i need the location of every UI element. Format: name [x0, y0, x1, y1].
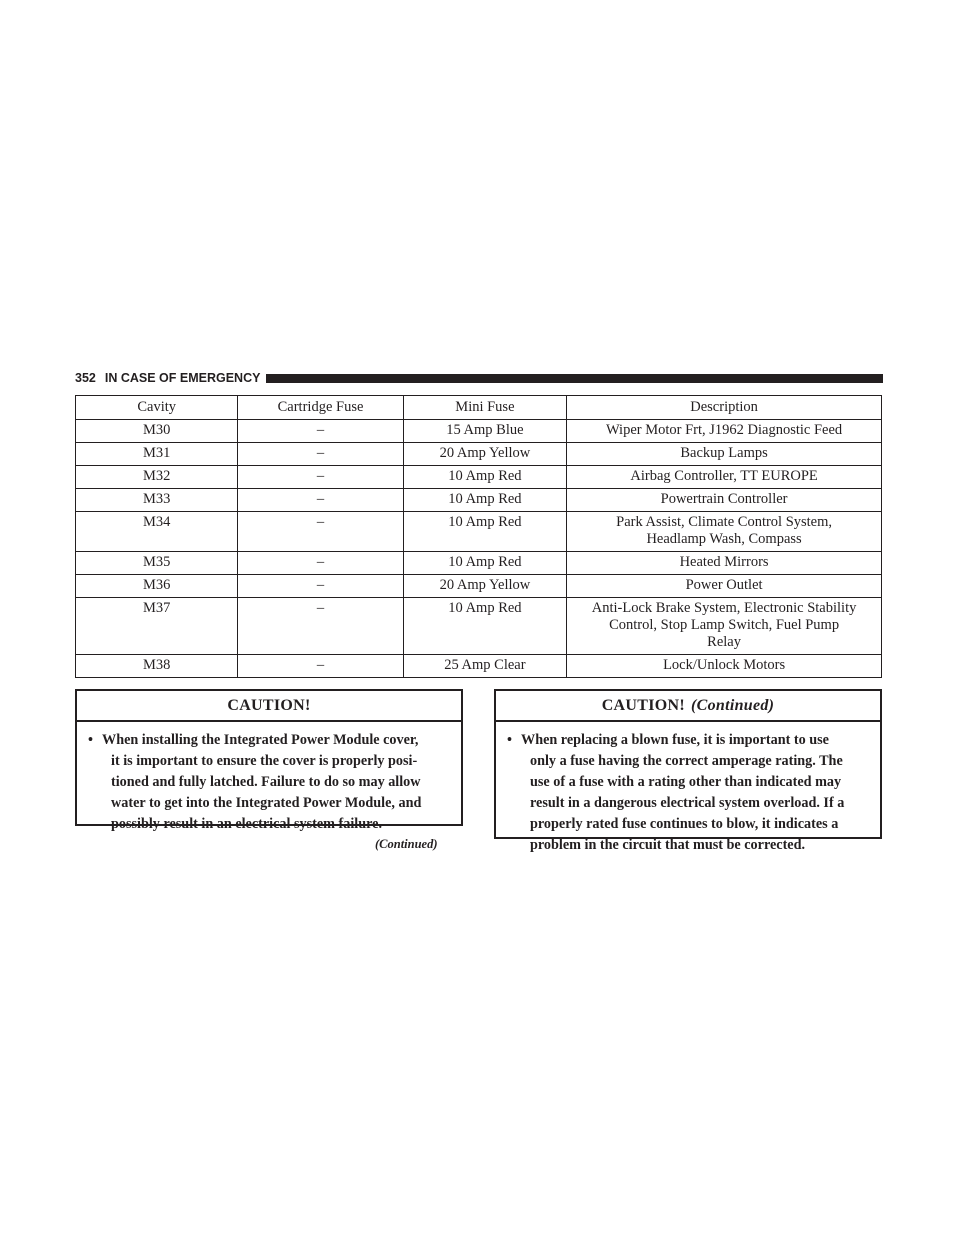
caution-line	[504, 793, 872, 814]
description-line: Airbag Controller, TT EUROPE	[630, 468, 818, 484]
cavity-cell: M38	[76, 655, 238, 678]
description-line: Control, Stop Lamp Switch, Fuel Pump	[609, 617, 840, 633]
column-header-cartridge-fuse: Cartridge Fuse	[238, 396, 403, 420]
table-row	[76, 420, 882, 443]
mini-fuse-cell: 25 Amp Clear	[403, 655, 567, 678]
fuse-table	[75, 395, 882, 678]
description-line: Backup Lamps	[680, 445, 768, 461]
description-line: Relay	[707, 634, 741, 650]
description-line: Power Outlet	[685, 577, 763, 593]
cartridge-fuse-cell: –	[238, 443, 403, 466]
caution-line-text: properly rated fuse continues to blow, it indicates a	[530, 816, 839, 832]
caution-line	[85, 730, 453, 751]
mini-fuse-cell: 20 Amp Yellow	[403, 575, 567, 598]
table-row	[76, 598, 882, 655]
cavity-cell: M32	[76, 466, 238, 489]
description-cell	[567, 575, 882, 598]
caution-line-text: tioned and fully latched. Failure to do so may allow	[111, 774, 421, 790]
description-cell	[567, 420, 882, 443]
description-line: Wiper Motor Frt, J1962 Diagnostic Feed	[605, 422, 843, 438]
caution-line	[504, 772, 872, 793]
description-cell	[567, 552, 882, 575]
caution-line	[85, 772, 453, 793]
mini-fuse-cell: 10 Amp Red	[403, 512, 567, 552]
caution-line	[85, 814, 453, 835]
cartridge-fuse-cell: –	[238, 420, 403, 443]
description-line: Park Assist, Climate Control System,	[616, 514, 833, 530]
caution-body	[77, 722, 461, 835]
cavity-cell: M34	[76, 512, 238, 552]
caution-line	[85, 751, 453, 772]
caution-line-text: When installing the Integrated Power Module cover,	[102, 732, 419, 748]
cartridge-fuse-cell: –	[238, 655, 403, 678]
description-line: Heated Mirrors	[679, 554, 769, 570]
description-line: Powertrain Controller	[660, 491, 788, 507]
table-row	[76, 655, 882, 678]
caution-line-text: When replacing a blown fuse, it is important to use	[521, 732, 829, 748]
page-number: 352	[75, 371, 96, 385]
description-cell	[567, 443, 882, 466]
caution-title-text: CAUTION!	[601, 697, 685, 714]
table-row	[76, 443, 882, 466]
table-row	[76, 552, 882, 575]
description-line: Lock/Unlock Motors	[663, 657, 786, 673]
continued-note: (Continued)	[375, 837, 438, 851]
caution-line-text: only a fuse having the correct amperage rating. The	[530, 753, 843, 769]
column-header-cavity: Cavity	[76, 396, 238, 420]
caution-line	[85, 793, 453, 814]
mini-fuse-cell: 15 Amp Blue	[403, 420, 567, 443]
bullet-icon: •	[507, 732, 512, 748]
caution-line-text: problem in the circuit that must be corrected.	[530, 837, 806, 853]
mini-fuse-cell: 20 Amp Yellow	[403, 443, 567, 466]
caution-line-text: possibly result in an electrical system failure.	[111, 816, 382, 832]
cavity-cell: M33	[76, 489, 238, 512]
cavity-cell: M31	[76, 443, 238, 466]
table-row	[76, 489, 882, 512]
description-line: Anti-Lock Brake System, Electronic Stability	[591, 600, 857, 616]
cavity-cell: M36	[76, 575, 238, 598]
caution-title	[77, 691, 461, 722]
cartridge-fuse-cell: –	[238, 575, 403, 598]
mini-fuse-cell: 10 Amp Red	[403, 489, 567, 512]
page-header	[75, 369, 883, 387]
caution-line	[504, 835, 872, 856]
caution-line	[504, 751, 872, 772]
fuse-table-body	[76, 420, 882, 678]
description-cell	[567, 489, 882, 512]
cavity-cell: M35	[76, 552, 238, 575]
header-rule	[266, 374, 883, 383]
caution-line	[504, 730, 872, 751]
table-row	[76, 466, 882, 489]
caution-title-text: CAUTION!	[227, 697, 311, 714]
description-line: Headlamp Wash, Compass	[646, 531, 802, 547]
cartridge-fuse-cell: –	[238, 552, 403, 575]
mini-fuse-cell: 10 Amp Red	[403, 552, 567, 575]
description-cell	[567, 598, 882, 655]
cartridge-fuse-cell: –	[238, 466, 403, 489]
caution-line-text: it is important to ensure the cover is properly posi-	[111, 753, 418, 769]
table-row	[76, 575, 882, 598]
description-cell	[567, 655, 882, 678]
caution-box-right	[494, 689, 882, 853]
caution-line-text: water to get into the Integrated Power Module, and	[111, 795, 422, 811]
description-cell	[567, 466, 882, 489]
mini-fuse-cell: 10 Amp Red	[403, 598, 567, 655]
caution-title-suffix: (Continued)	[690, 697, 775, 714]
cavity-cell: M37	[76, 598, 238, 655]
mini-fuse-cell: 10 Amp Red	[403, 466, 567, 489]
cavity-cell: M30	[76, 420, 238, 443]
cartridge-fuse-cell: –	[238, 512, 403, 552]
cartridge-fuse-cell: –	[238, 489, 403, 512]
cartridge-fuse-cell: –	[238, 598, 403, 655]
table-header-row	[76, 396, 882, 420]
caution-line-text: use of a fuse with a rating other than indicated may	[530, 774, 842, 790]
caution-title-continued	[496, 691, 880, 722]
description-cell	[567, 512, 882, 552]
caution-line	[504, 814, 872, 835]
caution-box-left	[75, 689, 463, 832]
section-title: IN CASE OF EMERGENCY	[104, 371, 261, 385]
bullet-icon: •	[88, 732, 93, 748]
column-header-mini-fuse: Mini Fuse	[403, 396, 567, 420]
column-header-description: Description	[567, 396, 882, 420]
table-row	[76, 512, 882, 552]
caution-body	[496, 722, 880, 856]
caution-line-text: result in a dangerous electrical system overload. If a	[530, 795, 845, 811]
